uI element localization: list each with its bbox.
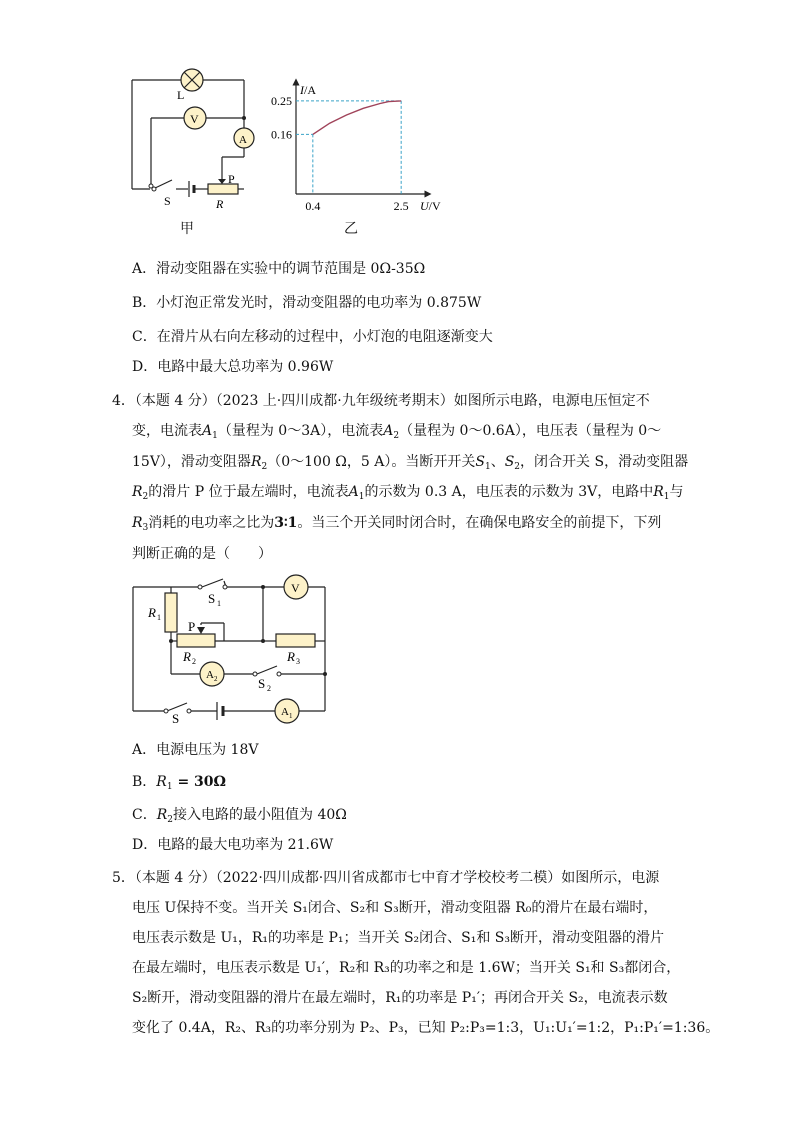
svg-text:S: S bbox=[208, 591, 216, 606]
q3-option-a: A．滑动变阻器在实验中的调节范围是 0Ω-35Ω bbox=[132, 261, 426, 277]
svg-text:V: V bbox=[291, 581, 300, 595]
svg-text:1: 1 bbox=[217, 599, 221, 608]
svg-text:3: 3 bbox=[296, 657, 300, 666]
circuit-diagram-q4 bbox=[126, 573, 336, 725]
label-S: S bbox=[164, 194, 171, 208]
q3-option-b: B．小灯泡正常发光时，滑动变阻器的电功率为 0.875W bbox=[132, 295, 482, 311]
iu-graph-yi bbox=[262, 80, 441, 220]
q4-option-b: B．$R_1 = 30\Omega$ bbox=[132, 774, 227, 792]
y-axis-label: I/A bbox=[300, 83, 316, 97]
svg-text:2: 2 bbox=[214, 675, 218, 683]
svg-text:2: 2 bbox=[192, 657, 196, 666]
q4-line-6: 判断正确的是（ ） bbox=[132, 546, 272, 562]
q3-option-c: C．在滑片从右向左移动的过程中，小灯泡的电阻逐渐变大 bbox=[132, 329, 493, 345]
q5-line-6: 变化了 0.4A，R₂、R₃的功率分别为 P₂、P₃，已知 P₂:P₃=1:3，U₁:U₁′=1:2，P₁:P₁′=1:36。 bbox=[132, 1020, 720, 1036]
rheostat-r2-icon bbox=[177, 634, 215, 647]
svg-text:R: R bbox=[287, 649, 295, 664]
caption-yi: 乙 bbox=[344, 221, 358, 237]
x-tick-label: 2.5 bbox=[393, 199, 409, 213]
q4-line-2: 变，电流表$A_1$（量程为 0～3A），电流表$A_2$（量程为 0～0.6A），电压表（量程为 0～ bbox=[132, 423, 662, 441]
q4-line-4: $R_2$的滑片 P 位于最左端时，电流表$A_1$的示数为 0.3 A，电压表的示数为 3V，电路中$R_1$与 bbox=[132, 484, 684, 502]
q3-option-d: D．电路中最大总功率为 0.96W bbox=[132, 359, 334, 375]
battery-icon bbox=[217, 702, 223, 720]
q4-option-a: A．电源电压为 18V bbox=[132, 742, 259, 758]
q4-line-5: $R_3$消耗的电功率之比为3∶1。当三个开关同时闭合时，在确保电路安全的前提下，下列 bbox=[132, 515, 662, 533]
q5-line-1: 5．（本题 4 分）（2022·四川成都·四川省成都市七中育才学校校考二模）如图所示，电源 bbox=[112, 870, 660, 886]
q4-line-1: 4．（本题 4 分）（2023 上·四川成都·九年级统考期末）如图所示电路，电源电压恒定不 bbox=[112, 393, 650, 409]
label-L: L bbox=[177, 88, 185, 102]
y-tick-label: 0.25 bbox=[271, 93, 292, 108]
svg-text:1: 1 bbox=[289, 712, 293, 720]
label-P: P bbox=[228, 172, 235, 186]
label-V: V bbox=[190, 112, 199, 126]
iu-curve bbox=[313, 101, 401, 134]
svg-text:P: P bbox=[188, 619, 196, 634]
q4-option-c: C．$R_2$接入电路的最小阻值为 40Ω bbox=[132, 807, 347, 825]
q4-line-3: 15V），滑动变阻器$R_2(0\sim 100$ Ω，5 A）。当断开开关$S_1$、$S_2$，闭合开关 S，滑动变阻器 bbox=[132, 454, 689, 472]
q5-line-5: S₂断开，滑动变阻器的滑片在最左端时，R₁的功率是 P₁′；再闭合开关 S₂，电流表示数 bbox=[132, 990, 668, 1006]
svg-text:A: A bbox=[206, 669, 214, 681]
label-A: A bbox=[239, 134, 247, 146]
svg-text:R: R bbox=[148, 605, 156, 620]
svg-text:A: A bbox=[281, 706, 289, 718]
svg-text:S: S bbox=[172, 711, 180, 726]
x-tick-label: 0.4 bbox=[305, 199, 321, 213]
q5-line-4: 在最左端时，电压表示数是 U₁′，R₂和 R₃的功率之和是 1.6W；当开关 S₁和 S₃都闭合， bbox=[132, 960, 681, 976]
svg-text:R: R bbox=[183, 649, 191, 664]
label-R: R bbox=[216, 197, 224, 211]
svg-text:1: 1 bbox=[157, 613, 161, 622]
circuit-diagram-jia bbox=[120, 62, 270, 222]
q4-option-d: D．电路的最大电功率为 21.6W bbox=[132, 837, 334, 853]
resistor-r1-icon bbox=[165, 593, 177, 632]
battery-icon bbox=[189, 181, 194, 197]
x-axis-label: U/V bbox=[420, 199, 441, 213]
svg-text:2: 2 bbox=[267, 684, 271, 693]
resistor-r3-icon bbox=[276, 634, 315, 647]
svg-text:S: S bbox=[258, 676, 266, 691]
caption-jia: 甲 bbox=[180, 221, 194, 237]
q5-line-3: 电压表示数是 U₁，R₁的功率是 P₁；当开关 S₂闭合、S₁和 S₃断开，滑动变阻器的滑片 bbox=[132, 930, 665, 946]
q5-line-2: 电压 U保持不变。当开关 S₁闭合、S₂和 S₃断开，滑动变阻器 R₀的滑片在最右端时， bbox=[132, 900, 658, 916]
y-tick-label: 0.16 bbox=[271, 127, 292, 142]
